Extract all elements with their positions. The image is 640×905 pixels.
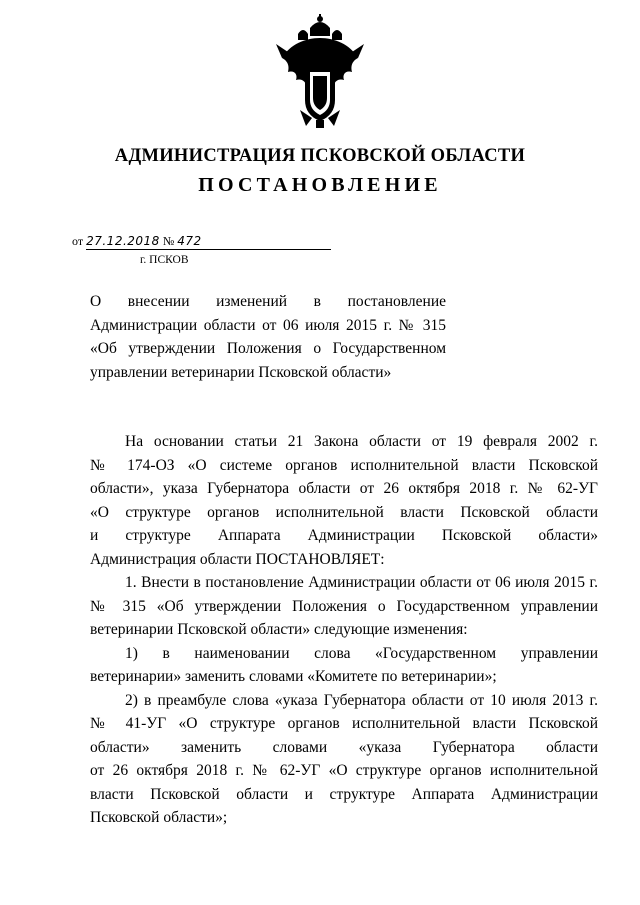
body-line: № 174-ОЗ «О системе органов исполнительной власти Псковской <box>90 456 598 474</box>
subject-line: Администрации области от 06 июля 2015 г. № 315 <box>90 316 446 334</box>
document-type-title: ПОСТАНОВЛЕНИЕ <box>198 174 442 196</box>
body-line: «О структуре органов исполнительной власти Псковской области <box>90 503 598 521</box>
subject-block <box>90 290 446 384</box>
body-line: ветеринарии» заменить словами «Комитете по ветеринарии»; <box>90 668 497 685</box>
body-line: № 41-УГ «О структуре органов исполнительной власти Псковской <box>90 715 598 732</box>
city-label: г. ПСКОВ <box>140 254 189 266</box>
handwritten-date: 27.12.2018 <box>86 234 160 248</box>
body-line: и структуре Аппарата Администрации Псковской области» <box>90 527 598 544</box>
body-line: области» заменить словами «указа Губернатора области <box>90 738 598 756</box>
body-line: На основании статьи 21 Закона области от 19 февраля 2002 г. <box>125 433 598 450</box>
body-line: области», указа Губернатора области от 26 октября 2018 г. № 62-УГ <box>90 480 598 497</box>
coat-of-arms-icon <box>276 14 364 130</box>
body-line: 2) в преамбуле слова «указа Губернатора области от 10 июля 2013 г. <box>125 691 598 709</box>
subject-line: «Об утверждении Положения о Государственном <box>90 340 446 357</box>
body-line: 1. Внести в постановление Администрации области от 06 июля 2015 г. <box>125 574 598 591</box>
organization-title: АДМИНИСТРАЦИЯ ПСКОВСКОЙ ОБЛАСТИ <box>114 146 526 166</box>
handwritten-number: 472 <box>177 234 202 248</box>
body-line: Администрация области ПОСТАНОВЛЯЕТ: <box>90 550 385 568</box>
subject-line: О внесении изменений в постановление <box>90 293 446 310</box>
body-line: № 315 «Об утверждении Положения о Государственном управлении <box>90 597 598 615</box>
body-line: от 26 октября 2018 г. № 62-УГ «О структуре органов исполнительной <box>90 762 598 779</box>
body-line: власти Псковской области и структуре Аппарата Администрации <box>90 785 598 803</box>
body-line: 1) в наименовании слова «Государственном управлении <box>125 644 598 662</box>
subject-line: управлении ветеринарии Псковской области» <box>90 363 392 381</box>
date-prefix: от <box>72 234 84 248</box>
body-line: ветеринарии Псковской области» следующие изменения: <box>90 621 468 638</box>
body-line: Псковской области»; <box>90 809 228 826</box>
body-text <box>90 430 598 830</box>
date-underline <box>86 249 331 250</box>
number-sign: № <box>162 234 175 248</box>
date-number-line <box>72 234 202 249</box>
